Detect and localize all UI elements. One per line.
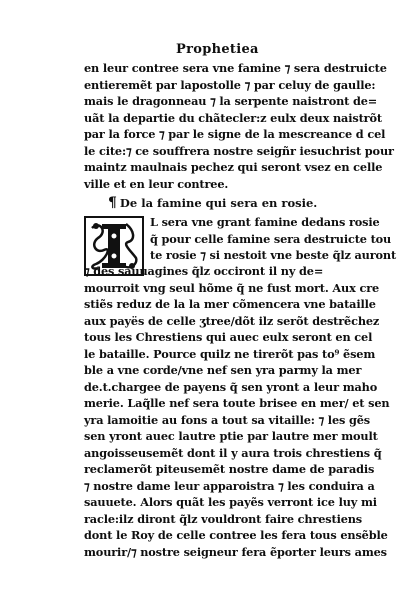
text-line: racle:ilz diront q̃lz vouldront faire chrestiens xyxy=(84,511,363,526)
text-line: uãt la departie du chãtecler:z eulx deux naistrõt xyxy=(84,110,382,125)
text-line: sen yront auec lautre ptie par lautre mer moult xyxy=(84,429,378,443)
text-line: ville et en leur contree. xyxy=(84,176,229,191)
text-line: dont le Roy de celle contree les fera tous ensẽble xyxy=(84,528,388,542)
text-line: de.t.chargee de payens q̃ sen yront a leur maho xyxy=(84,379,378,394)
text-line: ble a vne corde/vne nef sen yra parmy la mer xyxy=(84,363,362,377)
text-line: le cite:⁊ ce souffrera nostre seigñr iesuchrist pour xyxy=(84,143,394,158)
text-line: mourir/⁊ nostre seigneur fera ẽporter leurs ames xyxy=(84,544,387,559)
text-line: yra lamoitie au fons a tout sa vitaille: ⁊ les gẽs xyxy=(84,412,370,427)
text-line: en leur contree sera vne famine ⁊ sera destruicte xyxy=(84,61,387,75)
chapter-heading xyxy=(108,195,317,211)
text-line: merie. Laq̃lle nef sera toute brisee en mer/ et sen xyxy=(84,396,390,410)
text-line: te rosie ⁊ si nestoit vne beste q̃lz auront xyxy=(150,248,397,262)
text-line: sauuete. Alors quãt les payẽs verront ice luy mi xyxy=(84,495,377,509)
text-line: L sera vne grant famine dedans rosie xyxy=(150,215,380,229)
running-head: Prophetiea xyxy=(176,42,259,57)
text-line: aux payës de celle ʒtree/dõt ilz serõt destrẽchez xyxy=(84,313,380,328)
text-line: par la force ⁊ par le signe de la mescreance d cel xyxy=(84,127,386,141)
text-line: tous les Chrestiens qui auec eulx seront en cel xyxy=(84,330,373,344)
text-line: ⁊ des sauuagines q̃lz occiront il ny de= xyxy=(84,264,324,278)
text-line: mais le dragonneau ⁊ la serpente naistront de= xyxy=(84,94,378,108)
text-line: stiẽs reduz de la la mer cõmencera vne bataille xyxy=(84,297,376,311)
text-line: le bataille. Pource quilz ne tirerõt pas to⁹ ẽsem xyxy=(84,346,376,361)
text-line: ⁊ nostre dame leur apparoistra ⁊ les conduira a xyxy=(84,478,375,493)
chapter-heading-text: De la famine qui sera en rosie. xyxy=(119,196,318,210)
text-line: reclamerõt piteusemẽt nostre dame de paradis xyxy=(84,462,375,476)
text-line: entieremẽt par lapostolle ⁊ par celuy de gaulle: xyxy=(84,77,376,92)
text-line: angoisseusemẽt dont il y aura trois chrestiens q̃ xyxy=(84,445,382,460)
text-line: q̃ pour celle famine sera destruicte tou xyxy=(150,231,392,246)
text-line: maintz maulnais pechez qui seront vsez en celle xyxy=(84,160,383,174)
text-line: mourroit vng seul hõme q̃ ne fust mort. Aux cre xyxy=(84,280,380,295)
pilcrow-mark: ¶ xyxy=(108,195,117,211)
